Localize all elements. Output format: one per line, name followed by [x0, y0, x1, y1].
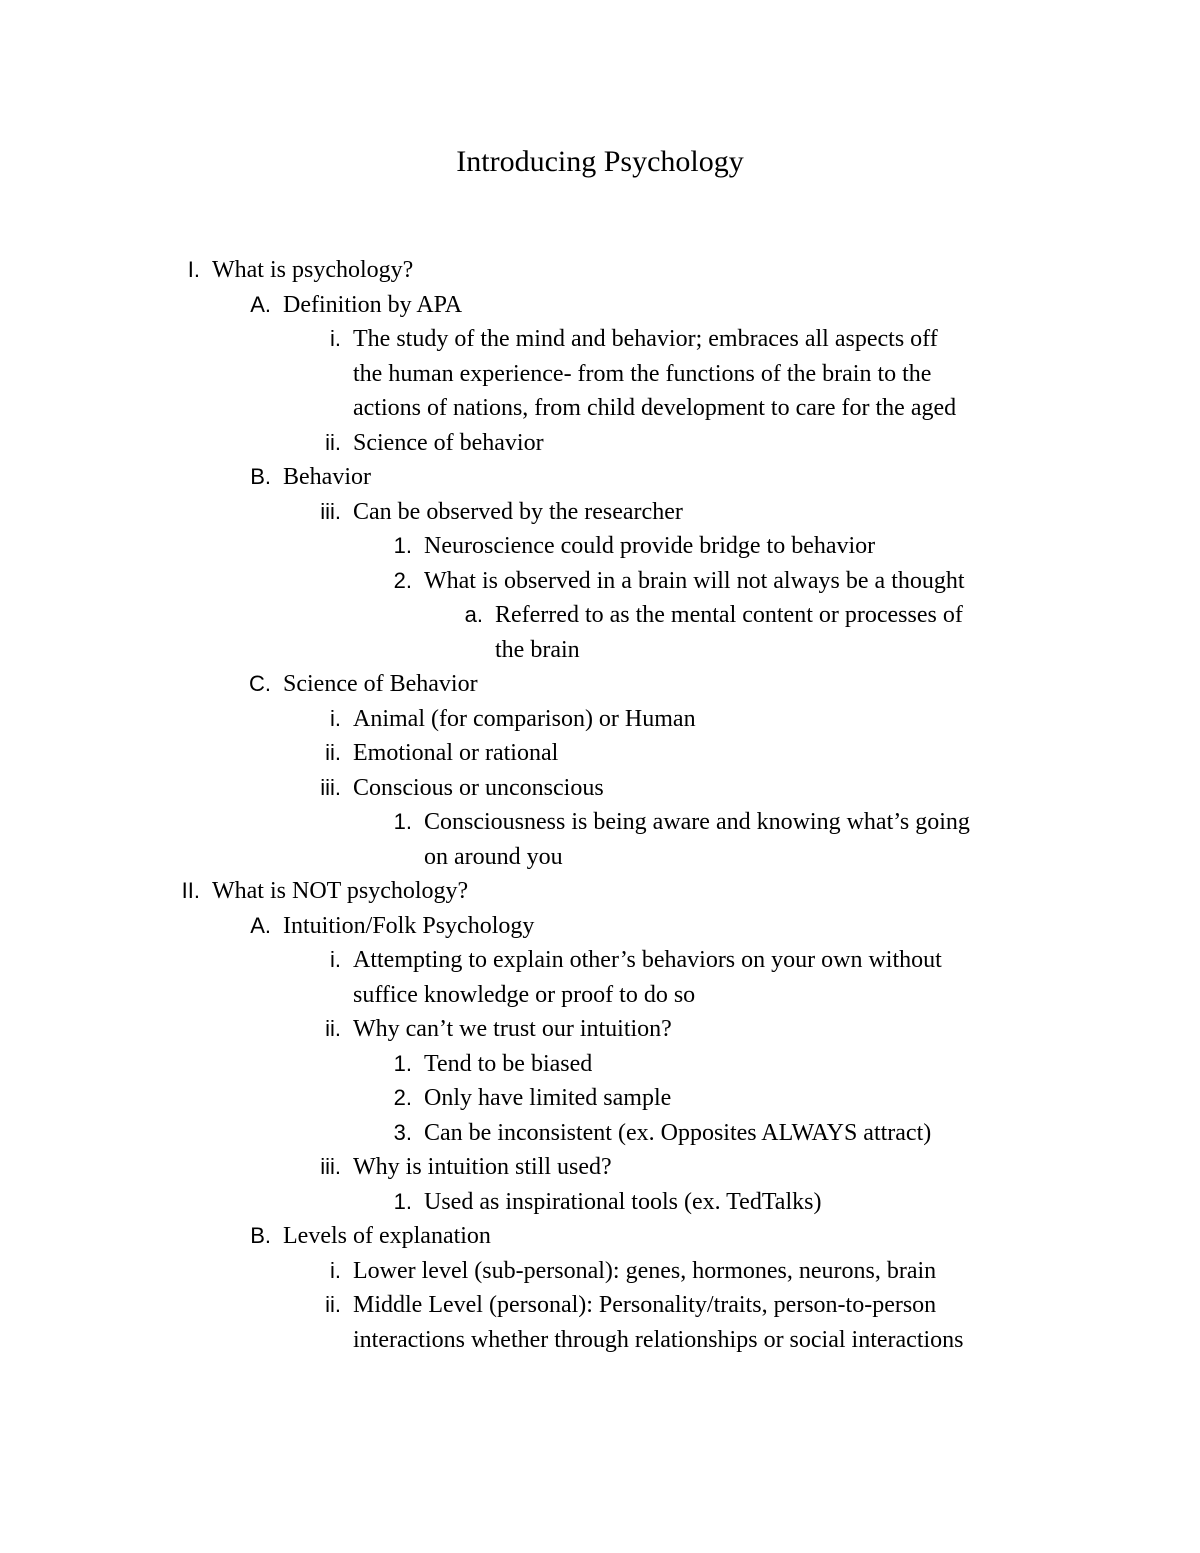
outline-marker: iii.: [320, 498, 341, 524]
outline-text: Can be observed by the researcher: [353, 498, 683, 525]
outline-marker: iii.: [320, 774, 341, 800]
outline-item: [0, 1185, 1200, 1220]
outline-text: Animal (for comparison) or Human: [353, 705, 696, 732]
outline-text: Lower level (sub-personal): genes, hormones, neurons, brain: [353, 1257, 937, 1284]
outline-marker: i.: [330, 1257, 341, 1283]
outline-text: What is psychology?: [212, 257, 414, 283]
outline-text: Behavior: [283, 464, 371, 490]
outline-continuation-line: [0, 840, 1200, 875]
outline-item: [0, 495, 1200, 530]
outline-marker: 3.: [393, 1119, 412, 1145]
outline-marker: ii.: [325, 1292, 341, 1317]
outline-item: [0, 667, 1200, 702]
outline-text: suffice knowledge or proof to do so: [353, 981, 696, 1008]
outline-item: [0, 874, 1200, 909]
outline-text: Why can’t we trust our intuition?: [353, 1016, 672, 1042]
outline-marker: 2.: [393, 567, 412, 593]
outline-item: [0, 564, 1200, 599]
outline-item: [0, 805, 1200, 840]
outline-marker: iii.: [320, 1154, 341, 1179]
outline-item: [0, 1150, 1200, 1185]
outline-text: actions of nations, from child development to care for the aged: [353, 395, 957, 421]
outline-marker: ii.: [325, 740, 341, 765]
outline-marker: B.: [250, 1223, 271, 1248]
outline-marker: A.: [250, 291, 271, 317]
outline-text: What is observed in a brain will not always be a thought: [424, 567, 965, 594]
outline-text: Intuition/Folk Psychology: [283, 912, 535, 939]
outline-item: [0, 1254, 1200, 1289]
outline-continuation-line: [0, 391, 1200, 426]
outline-item: [0, 771, 1200, 806]
outline-marker: a.: [464, 602, 483, 627]
outline-item: [0, 598, 1200, 633]
outline-item: [0, 322, 1200, 357]
outline-text: Referred to as the mental content or processes of: [495, 602, 963, 628]
outline-item: [0, 1047, 1200, 1082]
outline-item: [0, 909, 1200, 944]
outline-item: [0, 1219, 1200, 1254]
outline-item: [0, 1116, 1200, 1151]
outline-marker: i.: [330, 947, 341, 972]
outline-marker: i.: [330, 705, 341, 731]
outline-text: What is NOT psychology?: [212, 878, 469, 904]
outline-continuation-line: [0, 633, 1200, 668]
outline-text: Definition by APA: [283, 291, 463, 318]
outline-item: [0, 702, 1200, 737]
outline-marker: 1.: [393, 809, 412, 834]
document-title: Introducing Psychology: [456, 145, 744, 178]
outline-item: [0, 288, 1200, 323]
outline-text: Consciousness is being aware and knowing what’s going: [424, 809, 970, 835]
outline-text: the human experience- from the functions of the brain to the: [353, 360, 932, 387]
outline-marker: 1.: [393, 1188, 412, 1214]
outline-item: [0, 943, 1200, 978]
outline-marker: B.: [250, 464, 271, 489]
outline-item: [0, 529, 1200, 564]
outline-text: Emotional or rational: [353, 740, 559, 766]
outline-text: Tend to be biased: [424, 1050, 593, 1077]
outline-item: [0, 460, 1200, 495]
outline-text: interactions whether through relationships or social interactions: [353, 1326, 964, 1353]
outline-marker: 1.: [393, 1050, 412, 1076]
outline-marker: II.: [181, 878, 200, 903]
outline-text: Used as inspirational tools (ex. TedTalks): [424, 1188, 822, 1215]
outline-item: [0, 426, 1200, 461]
outline-text: Conscious or unconscious: [353, 774, 604, 801]
outline-continuation-line: [0, 1323, 1200, 1358]
outline-list: [0, 253, 1200, 1357]
outline-item: [0, 1288, 1200, 1323]
outline-text: Why is intuition still used?: [353, 1154, 612, 1180]
outline-marker: 2.: [393, 1085, 412, 1110]
outline-item: [0, 1012, 1200, 1047]
outline-text: Science of Behavior: [283, 671, 478, 697]
outline-marker: ii.: [325, 429, 341, 455]
outline-text: Can be inconsistent (ex. Opposites ALWAYS attract): [424, 1119, 932, 1146]
outline-marker: C.: [249, 671, 271, 696]
outline-marker: ii.: [325, 1016, 341, 1041]
outline-text: Attempting to explain other’s behaviors on your own without: [353, 947, 942, 973]
outline-text: Neuroscience could provide bridge to behavior: [424, 533, 876, 559]
outline-text: Middle Level (personal): Personality/traits, person-to-person: [353, 1292, 937, 1318]
outline-text: on around you: [424, 843, 563, 870]
outline-item: [0, 1081, 1200, 1116]
outline-text: The study of the mind and behavior; embraces all aspects off: [353, 326, 938, 352]
outline-marker: I.: [187, 257, 200, 282]
outline-marker: i.: [330, 326, 341, 351]
outline-item: [0, 253, 1200, 288]
outline-item: [0, 736, 1200, 771]
outline-marker: A.: [250, 912, 271, 938]
outline-text: Only have limited sample: [424, 1085, 672, 1111]
outline-text: the brain: [495, 636, 580, 663]
outline-text: Science of behavior: [353, 429, 544, 456]
outline-continuation-line: [0, 978, 1200, 1013]
outline-text: Levels of explanation: [283, 1223, 491, 1249]
outline-marker: 1.: [393, 533, 412, 558]
outline-continuation-line: [0, 357, 1200, 392]
